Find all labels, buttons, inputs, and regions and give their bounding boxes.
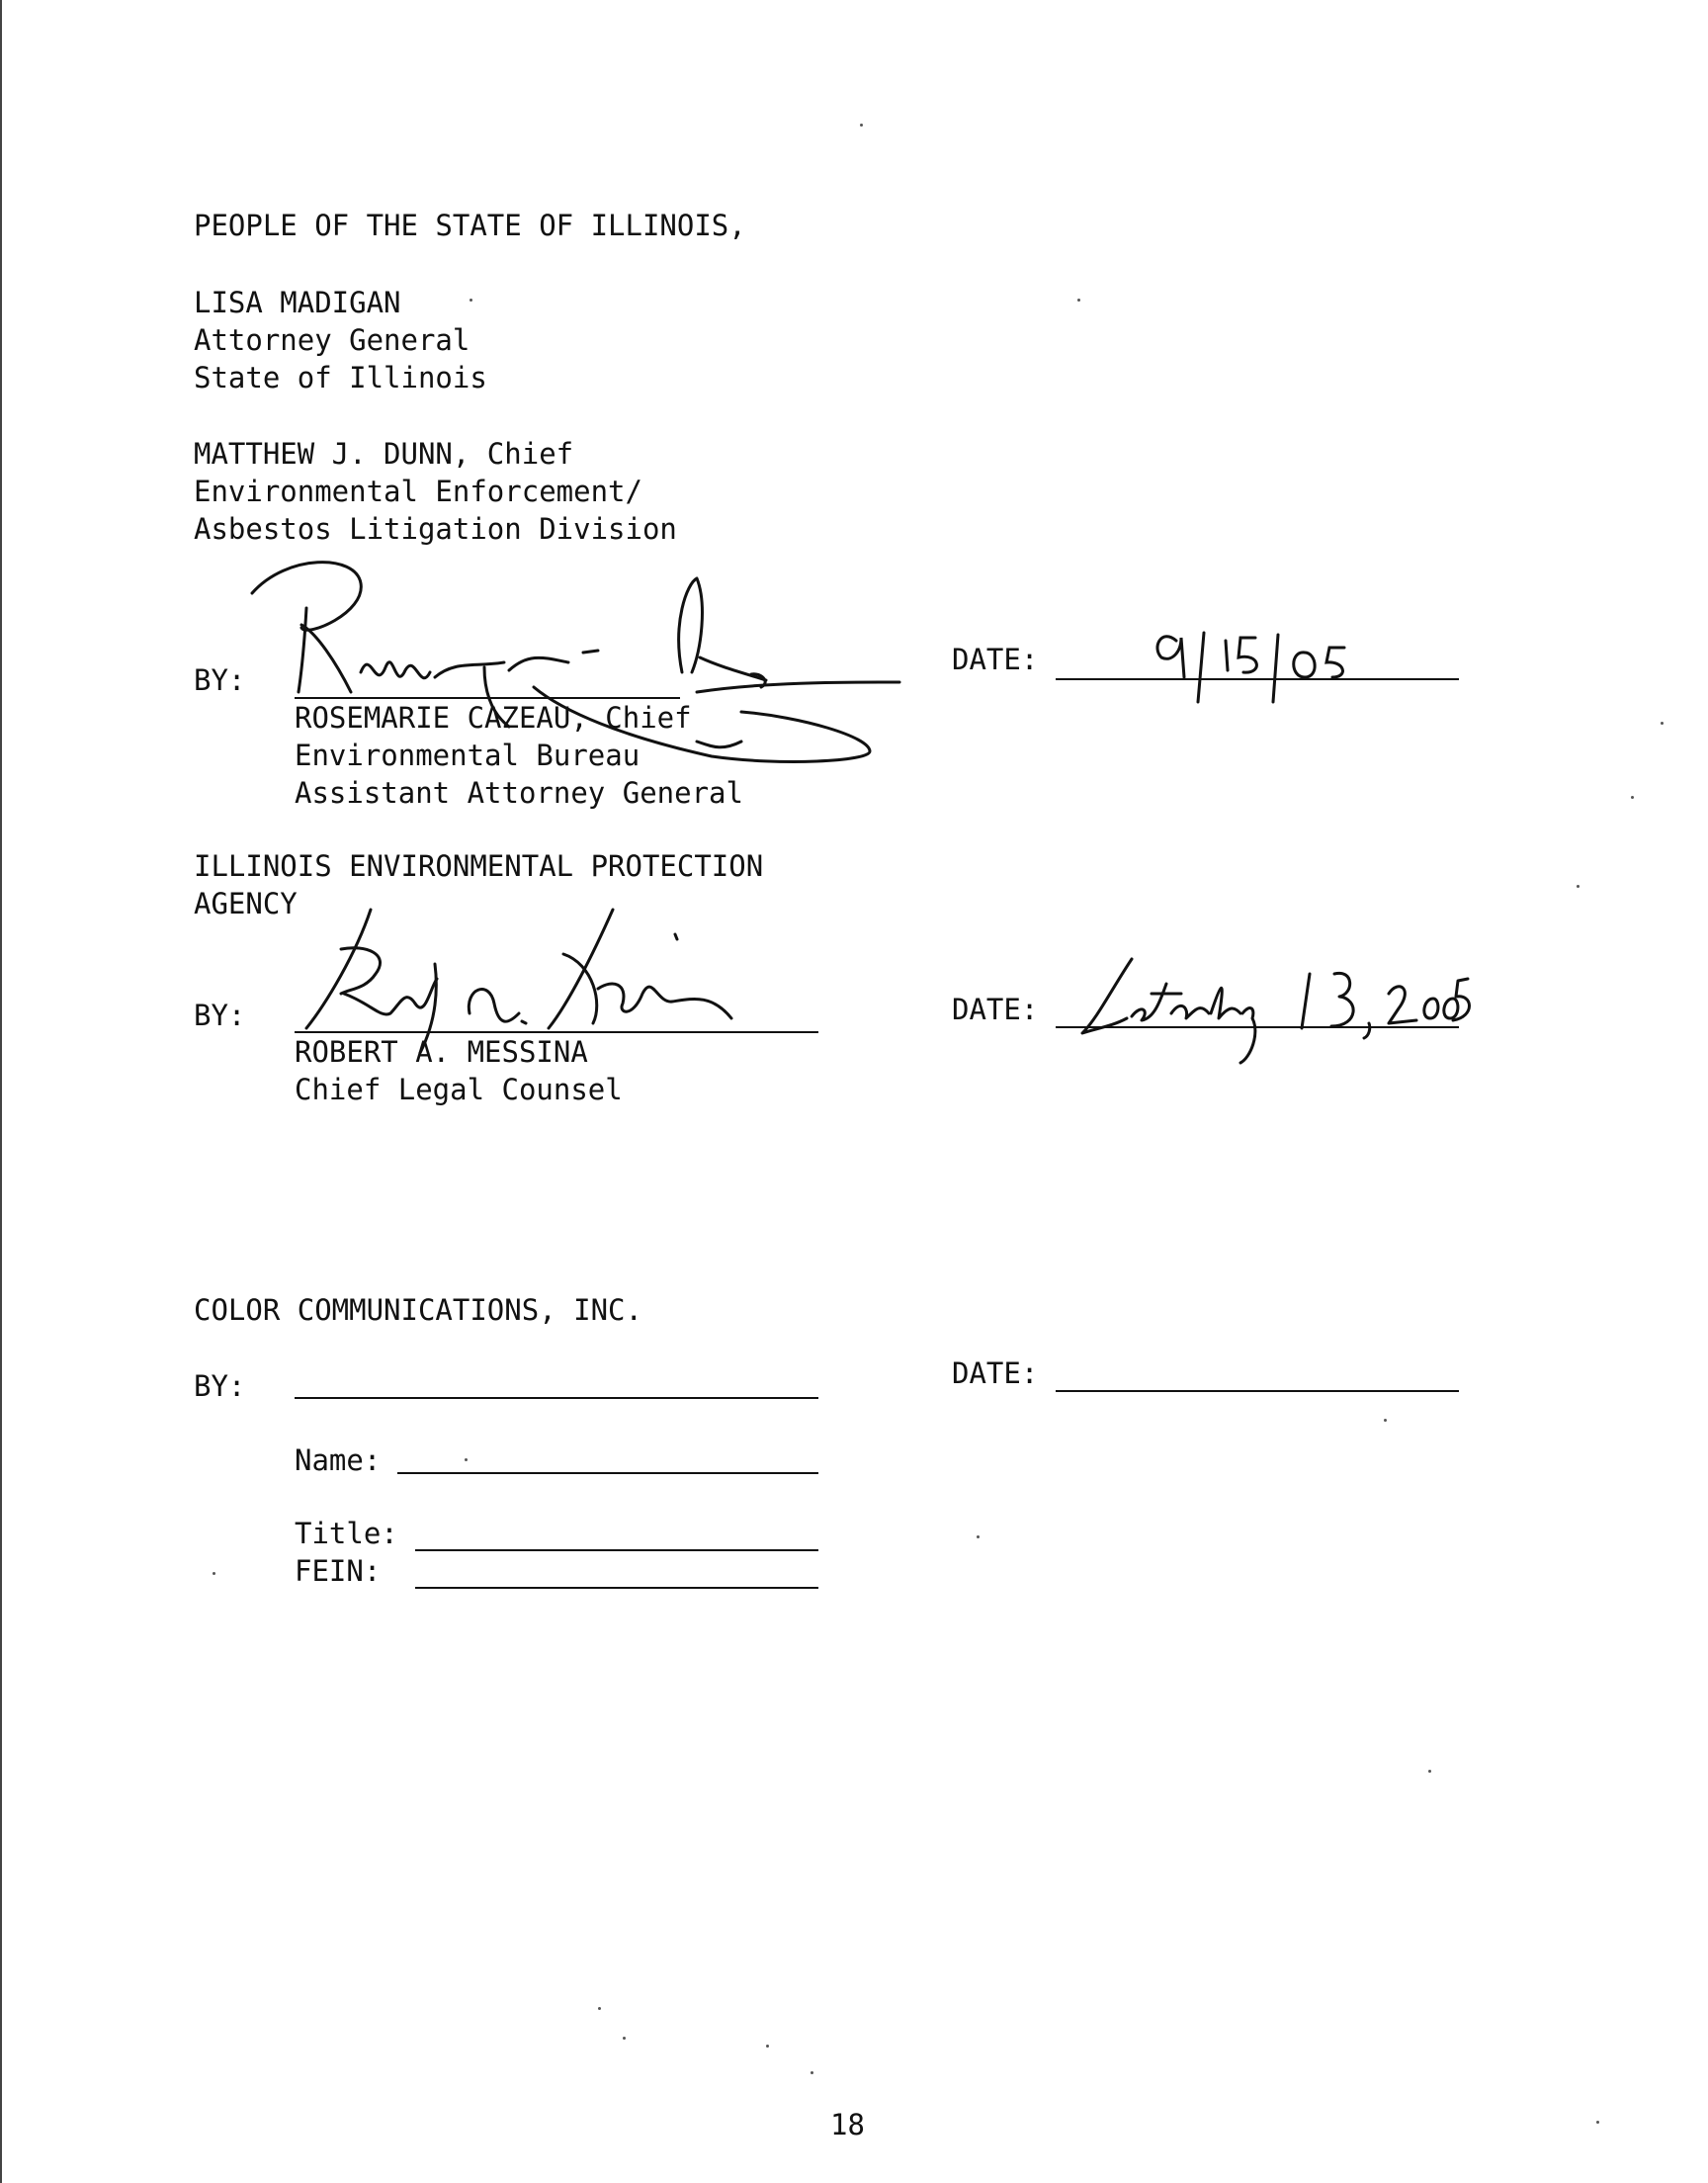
division-chief-name: MATTHEW J. DUNN, Chief (194, 437, 574, 471)
scan-speck (1577, 885, 1580, 888)
cazeau-name: ROSEMARIE CAZEAU, Chief (295, 701, 692, 735)
company-signature-field[interactable] (295, 1397, 818, 1399)
iepa-heading-line-2: AGENCY (194, 887, 298, 920)
company-fein-field[interactable] (415, 1587, 818, 1589)
company-title-field[interactable] (415, 1549, 818, 1551)
messina-handwritten-date (1072, 949, 1468, 1068)
cazeau-date-label: DATE: (952, 643, 1039, 676)
scan-speck (465, 1458, 468, 1461)
scan-speck (1077, 299, 1080, 302)
scan-speck (1631, 796, 1634, 799)
scan-speck (623, 2037, 626, 2040)
attorney-general-name: LISA MADIGAN (194, 286, 401, 319)
division-line-2: Asbestos Litigation Division (194, 512, 677, 546)
cazeau-by-label: BY: (194, 663, 246, 697)
scan-speck (598, 2007, 601, 2010)
company-date-label: DATE: (952, 1356, 1039, 1390)
messina-by-label: BY: (194, 999, 246, 1032)
company-name-field[interactable] (397, 1472, 818, 1474)
company-heading: COLOR COMMUNICATIONS, INC. (194, 1293, 642, 1327)
scan-speck (811, 2071, 813, 2074)
scan-speck (860, 124, 863, 127)
attorney-general-title: Attorney General (194, 323, 470, 357)
scan-speck (1596, 2121, 1599, 2124)
scan-speck (766, 2045, 769, 2048)
people-heading: PEOPLE OF THE STATE OF ILLINOIS, (194, 209, 746, 242)
cazeau-title-line-1: Environmental Bureau (295, 739, 640, 772)
company-date-field[interactable] (1056, 1390, 1459, 1392)
iepa-heading-line-1: ILLINOIS ENVIRONMENTAL PROTECTION (194, 849, 764, 883)
messina-name: ROBERT A. MESSINA (295, 1035, 588, 1069)
messina-date-label: DATE: (952, 993, 1039, 1026)
scan-speck (470, 299, 472, 302)
page-left-edge (0, 0, 2, 2183)
messina-title: Chief Legal Counsel (295, 1073, 623, 1106)
scan-speck (1384, 1419, 1387, 1422)
company-by-label: BY: (194, 1369, 246, 1403)
attorney-general-jurisdiction: State of Illinois (194, 361, 487, 394)
cazeau-title-line-2: Assistant Attorney General (295, 776, 743, 810)
page-number: 18 (830, 2108, 865, 2141)
company-fein-label: FEIN: (295, 1554, 382, 1588)
scan-speck (1428, 1770, 1431, 1773)
scan-speck (1661, 722, 1664, 725)
cazeau-handwritten-date (1147, 623, 1364, 707)
scan-speck (977, 1535, 980, 1538)
company-title-label: Title: (295, 1517, 398, 1550)
company-name-label: Name: (295, 1443, 382, 1477)
scan-speck (213, 1572, 215, 1575)
division-line-1: Environmental Enforcement/ (194, 475, 642, 508)
